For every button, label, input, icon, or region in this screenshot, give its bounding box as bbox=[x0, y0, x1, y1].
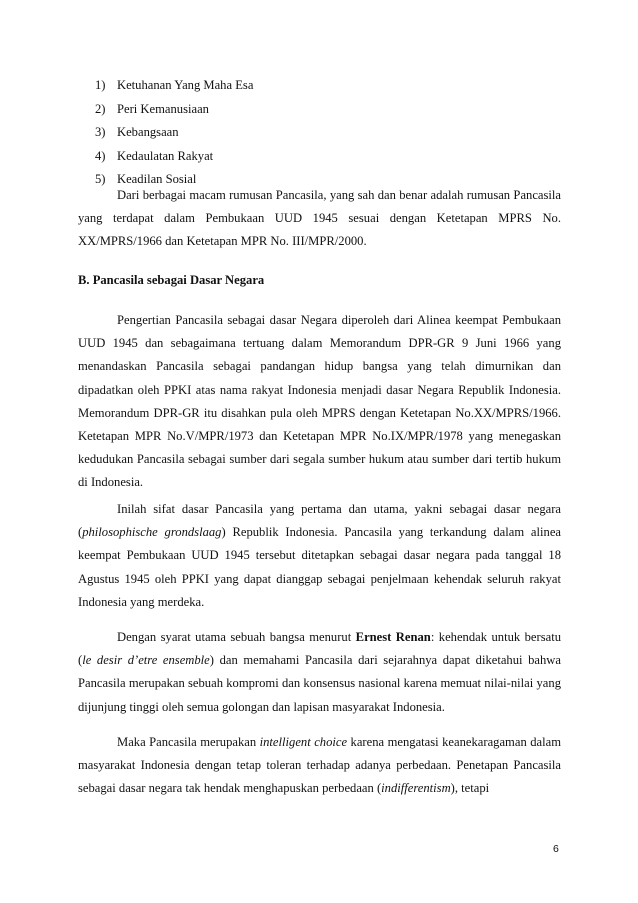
paragraph-2 bbox=[78, 498, 561, 614]
paragraph-1: Pengertian Pancasila sebagai dasar Negara diperoleh dari Alinea keempat Pembukaan UUD 1945 dan sebagaimana tertuang dalam Memorandum DPR-GR 9 Juni 1966 yang menandaskan Pancasila sebagai pandangan hidup bangsa yang telah dimurnikan dan dipadatkan oleh PPKI atas nama rakyat Indonesia menjadi dasar Negara Republik Indonesia. Memorandum DPR-GR itu disahkan pula oleh MPRS dengan Ketetapan No.XX/MPRS/1966. Ketetapan MPR No.V/MPR/1973 dan Ketetapan MPR No.IX/MPR/1978 yang menegaskan kedudukan Pancasila sebagai sumber dari segala sumber hukum atau sumber dari tertib hukum di Indonesia. bbox=[78, 313, 561, 490]
para3-text-c: ) dan memahami Pancasila dari sejarahnya dapat diketahui bahwa Pancasila merupakan sebuah kompromi dan konsensus nasional karena memuat nilai-nilai yang dijunjung tinggi oleh semua golongan dan lapisan masyarakat Indonesia. bbox=[78, 653, 561, 714]
para2-text-b: ) Republik Indonesia. Pancasila yang terkandung dalam alinea keempat Pembukaan UUD 1945 tersebut ditetapkan sebagai dasar negara pada tanggal 18 Agustus 1945 oleh PPKI yang dapat dianggap sebagai penjelmaan kehendak seluruh rakyat Indonesia yang merdeka. bbox=[78, 525, 561, 609]
paragraph-3 bbox=[78, 626, 561, 719]
list-item bbox=[95, 145, 253, 169]
list-text: Ketuhanan Yang Maha Esa bbox=[117, 78, 254, 92]
list-number: 3) bbox=[95, 125, 106, 139]
para4-italic-2: indifferentism bbox=[381, 781, 451, 796]
list-text: Keadilan Sosial bbox=[117, 172, 197, 186]
paragraph-4 bbox=[78, 731, 561, 801]
list-number: 5) bbox=[95, 172, 106, 186]
page-number: 6 bbox=[553, 843, 559, 855]
list-text: Kedaulatan Rakyat bbox=[117, 148, 214, 163]
para3-italic: le desir d’etre ensemble bbox=[82, 653, 210, 668]
para3-text-b: : kehendak untuk bersatu ( bbox=[78, 630, 561, 668]
para4-italic-1: intelligent choice bbox=[259, 735, 348, 749]
section-heading: B. Pancasila sebagai Dasar Negara bbox=[78, 273, 265, 287]
para3-bold: Ernest Renan bbox=[355, 630, 431, 644]
list-number: 1) bbox=[95, 78, 106, 92]
pancasila-list bbox=[95, 74, 253, 192]
list-text: Kebangsaan bbox=[117, 125, 179, 139]
intro-paragraph: Dari berbagai macam rumusan Pancasila, yang sah dan benar adalah rumusan Pancasila yang terdapat dalam Pembukaan UUD 1945 sesuai dengan Ketetapan MPRS No. XX/MPRS/1966 dan Ketetapan MPR No. III/MPR/2000. bbox=[78, 188, 561, 249]
list-item bbox=[95, 74, 253, 98]
list-item bbox=[95, 121, 253, 145]
list-item bbox=[95, 98, 253, 122]
para2-text-a: Inilah sifat dasar Pancasila yang pertama dan utama, yakni sebagai dasar negara ( bbox=[78, 502, 561, 540]
list-number: 2) bbox=[95, 101, 106, 116]
para4-text-a: Maka Pancasila merupakan bbox=[117, 735, 260, 749]
para2-italic: philosophische grondslaag bbox=[82, 525, 222, 540]
list-number: 4) bbox=[95, 148, 106, 163]
para4-text-b: karena mengatasi keanekaragaman dalam masyarakat Indonesia dengan tetap toleran terhadap adanya perbedaan. Penetapan Pancasila sebagai dasar negara tak hendak menghapuskan perbedaan ( bbox=[78, 735, 561, 796]
para3-text-a: Dengan syarat utama sebuah bangsa menurut bbox=[117, 630, 356, 644]
para4-text-c: ), tetapi bbox=[450, 781, 490, 796]
list-text: Peri Kemanusiaan bbox=[117, 101, 209, 116]
